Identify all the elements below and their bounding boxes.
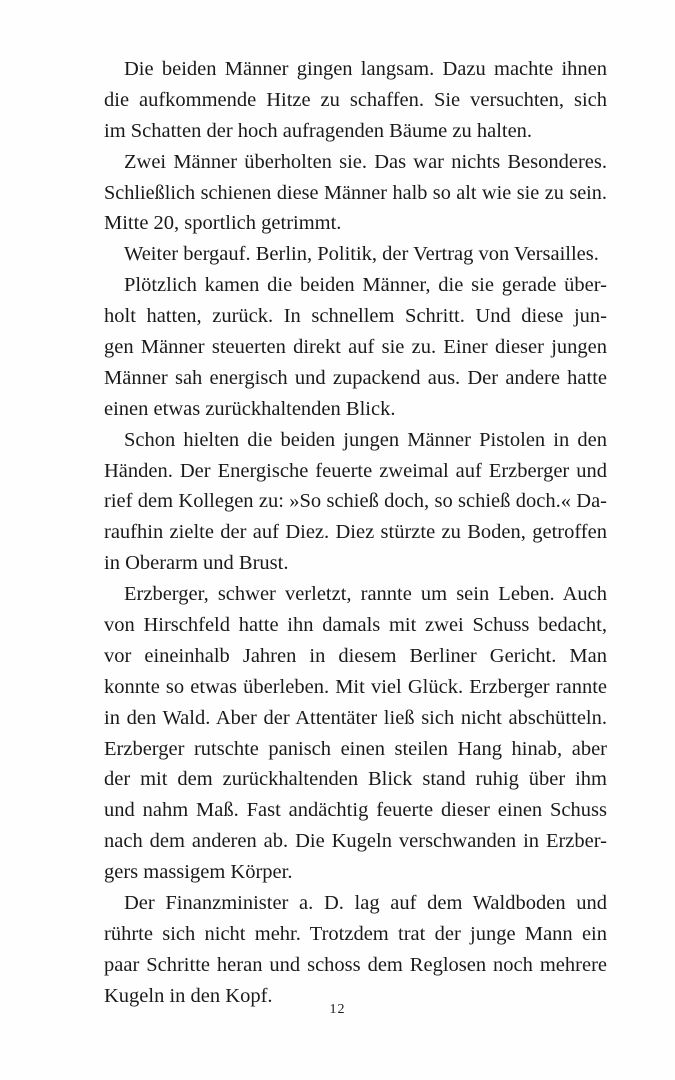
text-line: in Oberarm und Brust. bbox=[104, 552, 289, 575]
text-line: Schließlich schienen diese Männer halb so alt wie sie zu sein. bbox=[104, 181, 607, 204]
body-text bbox=[104, 54, 607, 1012]
text-line: Männer sah energisch und zupackend aus. Der andere hatte bbox=[104, 366, 607, 389]
text-line: von Hirschfeld hatte ihn damals mit zwei Schuss bedacht, bbox=[104, 614, 607, 637]
text-line: Schon hielten die beiden jungen Männer Pistolen in den bbox=[124, 428, 607, 451]
page-number: 12 bbox=[329, 1002, 346, 1017]
text-line: Die beiden Männer gingen langsam. Dazu machte ihnen bbox=[124, 58, 607, 80]
text-line: Erzberger, schwer verletzt, rannte um sein Leben. Auch bbox=[124, 583, 607, 606]
text-line: gen Männer steuerten direkt auf sie zu. Einer dieser jungen bbox=[104, 336, 607, 359]
text-line: rührte sich nicht mehr. Trotzdem trat der junge Mann ein bbox=[104, 922, 607, 945]
text-line: und nahm Maß. Fast andächtig feuerte dieser einen Schuss bbox=[104, 799, 607, 822]
text-line: Zwei Männer überholten sie. Das war nichts Besonderes. bbox=[124, 150, 607, 173]
text-line: konnte so etwas überleben. Mit viel Glück. Erzberger rannte bbox=[104, 675, 607, 698]
text-line: Weiter bergauf. Berlin, Politik, der Vertrag von Versailles. bbox=[124, 243, 599, 266]
text-line: in den Wald. Aber der Attentäter ließ sich nicht abschütteln. bbox=[104, 706, 607, 729]
text-line: die aufkommende Hitze zu schaffen. Sie versuchten, sich bbox=[104, 88, 607, 111]
text-line: im Schatten der hoch aufragenden Bäume zu halten. bbox=[104, 119, 533, 142]
text-line: Händen. Der Energische feuerte zweimal auf Erzberger und bbox=[104, 459, 607, 482]
text-line: nach dem anderen ab. Die Kugeln verschwanden in Erzber- bbox=[104, 830, 607, 853]
text-line: rief dem Kollegen zu: »So schieß doch, so schieß doch.« Da- bbox=[104, 490, 607, 513]
text-line: Erzberger rutschte panisch einen steilen Hang hinab, aber bbox=[104, 737, 607, 760]
text-line: Der Finanzminister a. D. lag auf dem Waldboden und bbox=[124, 892, 607, 915]
text-line: Kugeln in den Kopf. bbox=[104, 984, 273, 1007]
text-line: gers massigem Körper. bbox=[104, 861, 293, 884]
text-line: vor eineinhalb Jahren in diesem Berliner Gericht. Man bbox=[104, 644, 607, 667]
text-line: der mit dem zurückhaltenden Blick stand ruhig über ihm bbox=[104, 768, 607, 791]
text-line: holt hatten, zurück. In schnellem Schritt. Und diese jun- bbox=[104, 305, 607, 328]
text-line: raufhin zielte der auf Diez. Diez stürzte zu Boden, getroffen bbox=[104, 521, 607, 544]
text-line: paar Schritte heran und schoss dem Reglosen noch mehrere bbox=[104, 953, 607, 976]
text-line: Mitte 20, sportlich getrimmt. bbox=[104, 212, 342, 235]
text-line: Plötzlich kamen die beiden Männer, die sie gerade über- bbox=[124, 274, 607, 297]
text-line: einen etwas zurückhaltenden Blick. bbox=[104, 397, 396, 420]
